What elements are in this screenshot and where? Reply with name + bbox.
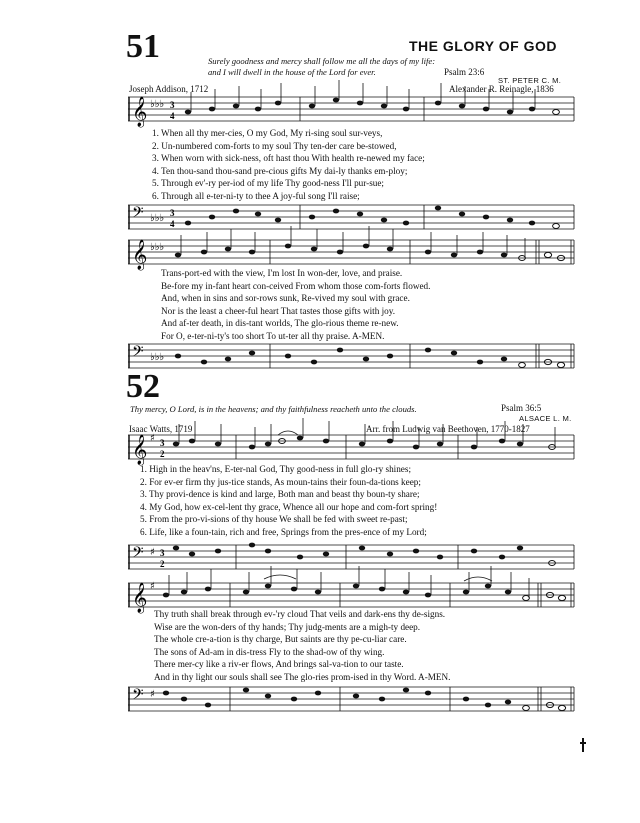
tune-name: ALSACE L. M.: [519, 414, 572, 423]
svg-text:3: 3: [160, 438, 165, 448]
verse-block: [140, 463, 437, 539]
svg-text:𝄢: 𝄢: [132, 204, 144, 225]
music-staff-bass: [128, 685, 588, 717]
verse-line: 5. From the pro-vi-sions of thy house We shall be fed with sweet re-past;: [140, 514, 408, 525]
svg-text:3: 3: [160, 548, 165, 558]
svg-text:𝄞: 𝄞: [132, 583, 148, 613]
author-credit: Joseph Addison, 1712: [129, 84, 209, 94]
svg-text:𝄞: 𝄞: [132, 435, 148, 465]
svg-text:3: 3: [170, 100, 175, 110]
hymn-number: 51: [126, 28, 160, 65]
hymn-section-title: THE GLORY OF GOD: [409, 38, 558, 54]
music-staff-bass: [128, 342, 588, 374]
svg-text:2: 2: [160, 449, 165, 459]
verse-line: The whole cre-a-tion is thy charge, But saints are thy pe-cu-liar care.: [154, 634, 407, 645]
svg-text:♯: ♯: [150, 689, 155, 700]
svg-text:𝄢: 𝄢: [132, 686, 144, 707]
verse-line: 6. Through all e-ter-ni-ty to thee A joy-ful song I'll raise;: [152, 190, 360, 201]
scripture-line: and I will dwell in the house of the Lord for ever.: [208, 67, 376, 77]
verse-line: For O, e-ter-ni-ty's too short To ut-ter all thy praise. A-MEN.: [161, 330, 385, 341]
author-credit: Isaac Watts, 1719: [129, 424, 193, 434]
verse-line: 1. When all thy mer-cies, O my God, My ri-sing soul sur-veys,: [152, 128, 383, 138]
verse-line: Thy truth shall break through ev-'ry cloud That veils and dark-ens thy de-signs.: [154, 609, 446, 619]
svg-text:♯: ♯: [150, 581, 155, 592]
hymn-number: 52: [126, 368, 160, 405]
verse-line: 3. When worn with sick-ness, oft hast thou With health re-newed my face;: [152, 153, 425, 164]
scripture-reference: Psalm 23:6: [444, 67, 485, 77]
music-staff-treble: [128, 238, 588, 270]
verse-line: And, when in sins and sor-rows sunk, Re-vived my soul with grace.: [161, 293, 410, 304]
composer-credit: Arr. from Ludwig van Beethoven, 1770-1827: [366, 424, 530, 434]
scripture-reference: Psalm 36:5: [501, 403, 542, 413]
margin-mark: [579, 738, 587, 754]
svg-text:♭♭♭: ♭♭♭: [150, 99, 165, 110]
svg-text:♭♭♭: ♭♭♭: [150, 213, 165, 224]
music-staff-bass: [128, 543, 588, 575]
verse-line: And af-ter death, in dis-tant worlds, The glo-rious theme re-new.: [161, 318, 399, 329]
verse-line: Trans-port-ed with the view, I'm lost In won-der, love, and praise.: [161, 268, 403, 278]
verse-block: [152, 127, 425, 203]
verse-line: 5. Through ev'-ry per-iod of my life Thy good-ness I'll pur-sue;: [152, 178, 384, 189]
verse-line: 2. For ev-er firm thy jus-tice stands, As moun-tains their foun-da-tions keep;: [140, 476, 421, 487]
verse-line: There mer-cy like a riv-er flows, And brings sal-va-tion to our taste.: [154, 659, 404, 670]
music-staff-bass: [128, 203, 588, 235]
svg-text:𝄞: 𝄞: [132, 97, 148, 127]
verse-line: The sons of Ad-am in dis-tress Fly to the shad-ow of thy wing.: [154, 646, 385, 657]
verse-line: Nor is the least a cheer-ful heart That tastes those gifts with joy.: [161, 305, 396, 316]
verse-block: [154, 608, 450, 684]
music-staff-treble: [128, 95, 588, 127]
verse-block: [161, 267, 430, 343]
verse-line: 1. High in the heav'ns, E-ter-nal God, Thy good-ness in full glo-ry shines;: [140, 464, 412, 474]
svg-text:3: 3: [170, 208, 175, 218]
svg-text:𝄞: 𝄞: [132, 240, 148, 270]
svg-text:𝄢: 𝄢: [132, 544, 144, 565]
svg-text:2: 2: [160, 559, 165, 569]
verse-line: 4. Ten thou-sand thou-sand pre-cious gifts My dai-ly thanks em-ploy;: [152, 165, 408, 176]
scripture-line: Surely goodness and mercy shall follow me all the days of my life:: [208, 56, 436, 66]
composer-credit: Alexander R. Reinagle, 1836: [449, 84, 554, 94]
verse-line: Be-fore my in-fant heart con-ceived From whom those com-forts flowed.: [161, 280, 431, 291]
verse-line: Wise are the won-ders of thy hands; Thy judg-ments are a migh-ty deep.: [154, 621, 421, 632]
music-staff-treble: [128, 433, 588, 465]
svg-text:♯: ♯: [150, 433, 155, 444]
svg-text:𝄢: 𝄢: [132, 343, 144, 364]
svg-text:♯: ♯: [150, 547, 155, 558]
tune-name: ST. PETER C. M.: [498, 76, 562, 85]
verse-line: 2. Un-numbered com-forts to my soul Thy ten-der care be-stowed,: [152, 140, 397, 151]
svg-text:♭♭♭: ♭♭♭: [150, 352, 165, 363]
verse-line: And in thy light our souls shall see The glo-ries prom-ised in thy Word. A-MEN.: [154, 671, 451, 682]
verse-line: 4. My God, how ex-cel-lent thy grace, Whence all our hope and com-fort spring!: [140, 501, 438, 512]
svg-text:4: 4: [170, 111, 175, 121]
svg-text:♭♭♭: ♭♭♭: [150, 242, 165, 253]
svg-text:4: 4: [170, 219, 175, 229]
verse-line: 3. Thy provi-dence is kind and large, Both man and beast thy boun-ty share;: [140, 489, 420, 500]
scripture-line: Thy mercy, O Lord, is in the heavens; and thy faithfulness reacheth unto the clouds.: [130, 404, 417, 414]
verse-line: 6. Life, like a foun-tain, rich and free, Springs from the pres-ence of my Lord;: [140, 526, 427, 537]
